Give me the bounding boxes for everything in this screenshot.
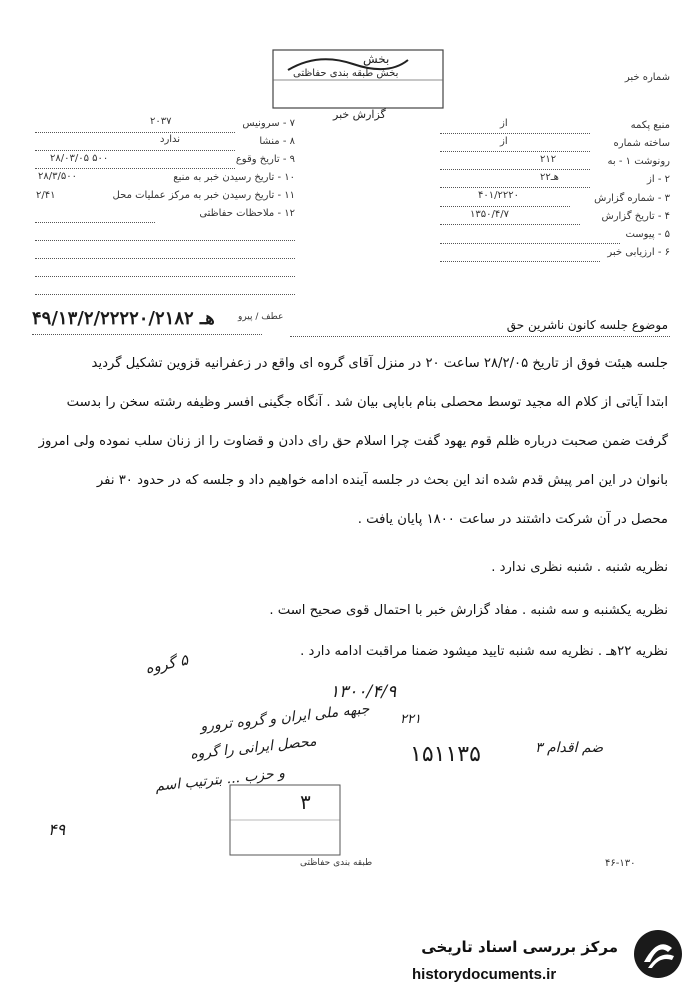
field-label: ۵ - پیوست xyxy=(625,229,670,240)
field-value: ۴۰۱/۲۲۲۰ xyxy=(478,190,519,201)
code-stamp: ۲۲۱ xyxy=(400,712,421,727)
field-label: ۳ - شماره گزارش xyxy=(594,193,670,204)
field-label: ۴ - تاریخ گزارش xyxy=(601,211,670,222)
date-stamp: ۱۳۰۰/۴/۹ xyxy=(330,682,397,702)
field-value: ۲۲هـ xyxy=(540,172,559,183)
body-line: نظریه شنبه . شنبه نظری ندارد . xyxy=(491,560,668,575)
field-value: ۲۸/۳/۵۰۰ xyxy=(38,171,77,182)
margin-number: ۳ xyxy=(300,790,311,814)
field-label: منبع پکمه xyxy=(630,120,670,131)
field-value: از xyxy=(500,118,508,129)
top-right-tag: شماره خبر xyxy=(624,72,670,83)
field-label: رونوشت ۱ - به xyxy=(607,156,670,167)
field-label: ۱۰ - تاریخ رسیدن خبر به منبع xyxy=(173,172,295,183)
body-line: گرفت ضمن صحبت درباره ظلم قوم یهود گفت چرا اسلام حق رای دادن و قضاوت را از زنان سلب نموده ولی امروز xyxy=(38,434,668,449)
header-stamp xyxy=(258,40,458,120)
body-line: بانوان در این امر پیش قدم شده اند این بحث در جلسه آینده ادامه خواهیم داد و جلسه که در حدود ۳۰ نفر xyxy=(96,473,668,488)
file-label: ضم اقدام ۳ xyxy=(535,740,604,756)
classification-label: طبقه بندی حفاظتی xyxy=(300,858,373,868)
body-line: جلسه هیئت فوق از تاریخ ۲۸/۲/۰۵ ساعت ۲۰ در منزل آقای گروه ای واقع در زعفرانیه قزوین تشکیل گردید xyxy=(91,356,668,371)
form-number: ۴۶-۱۳۰ xyxy=(605,858,636,869)
field-label: ۱۱ - تاریخ رسیدن خبر به مرکز عملیات محل xyxy=(112,190,295,201)
reference-number: ۴۹/۱۳/۲/۲۲هـ ۲۲۰/۲۱۸۲ xyxy=(32,308,215,329)
stamp-line1: بخش xyxy=(363,52,390,66)
field-label: ۲ - از xyxy=(647,174,670,185)
seal-stamp xyxy=(225,780,345,860)
handwritten-note: محصل ایرانی را گروه xyxy=(189,733,318,763)
field-label: ۷ - سرونیس xyxy=(242,118,295,129)
field-value: ۲۰۳۷ xyxy=(150,116,172,127)
stamp-line2: بخش طبقه بندی حفاظتی xyxy=(293,68,399,79)
file-number: ۱۵۱۱۳۵ xyxy=(410,742,481,767)
field-label: ۶ - ارزیابی خبر xyxy=(607,247,670,258)
body-line: محصل در آن شرکت داشتند در ساعت ۱۸۰۰ پایان یافت . xyxy=(357,512,668,527)
archive-logo-icon xyxy=(632,928,684,980)
field-value: ۲۸/۰۳/۰۵ ۵۰۰ xyxy=(50,153,109,164)
body-line: نظریه ۲۲هـ . نظریه سه شنبه تایید میشود ضمنا مراقبت ادامه دارد . xyxy=(300,644,668,659)
footer-website: historydocuments.ir xyxy=(412,966,557,983)
field-label: ساخته شماره xyxy=(613,138,670,149)
subject-line: موضوع جلسه کانون ناشرین حق xyxy=(506,318,668,332)
field-value: از xyxy=(500,136,508,147)
field-label: ۹ - تاریخ وقوع xyxy=(235,154,295,165)
handwritten-note: و حزب ... بترتیب اسم xyxy=(154,765,286,795)
stamp-line3: گزارش خبر xyxy=(333,108,386,121)
body-line: ابتدا آیاتی از کلام اله مجید توسط محصلی بنام باباپی بیان شد . آنگاه جگینی افسر وظیفه رشته سخن را بدست xyxy=(66,395,668,410)
body-line: نظریه یکشنبه و سه شنبه . مفاد گزارش خبر با احتمال قوی صحیح است . xyxy=(269,603,668,618)
field-value: ۲۱۲ xyxy=(540,154,557,165)
field-value: ۲/۴۱ xyxy=(36,190,56,201)
reference-label: عطف / پیرو xyxy=(238,312,284,322)
handwritten-note: جبهه ملی ایران و گروه ترورو xyxy=(199,701,371,735)
handwritten-note: ۴۹ xyxy=(48,820,66,839)
field-label: ۸ - منشا xyxy=(259,136,295,147)
field-value: ۱۳۵۰/۴/۷ xyxy=(470,209,509,220)
field-value: ندارد xyxy=(160,134,181,145)
field-label: ۱۲ - ملاحظات حفاظتی xyxy=(199,208,295,219)
handwritten-note: ۵ گروه xyxy=(143,650,190,678)
footer-org-name: مرکز بررسی اسناد تاریخی xyxy=(421,938,618,956)
